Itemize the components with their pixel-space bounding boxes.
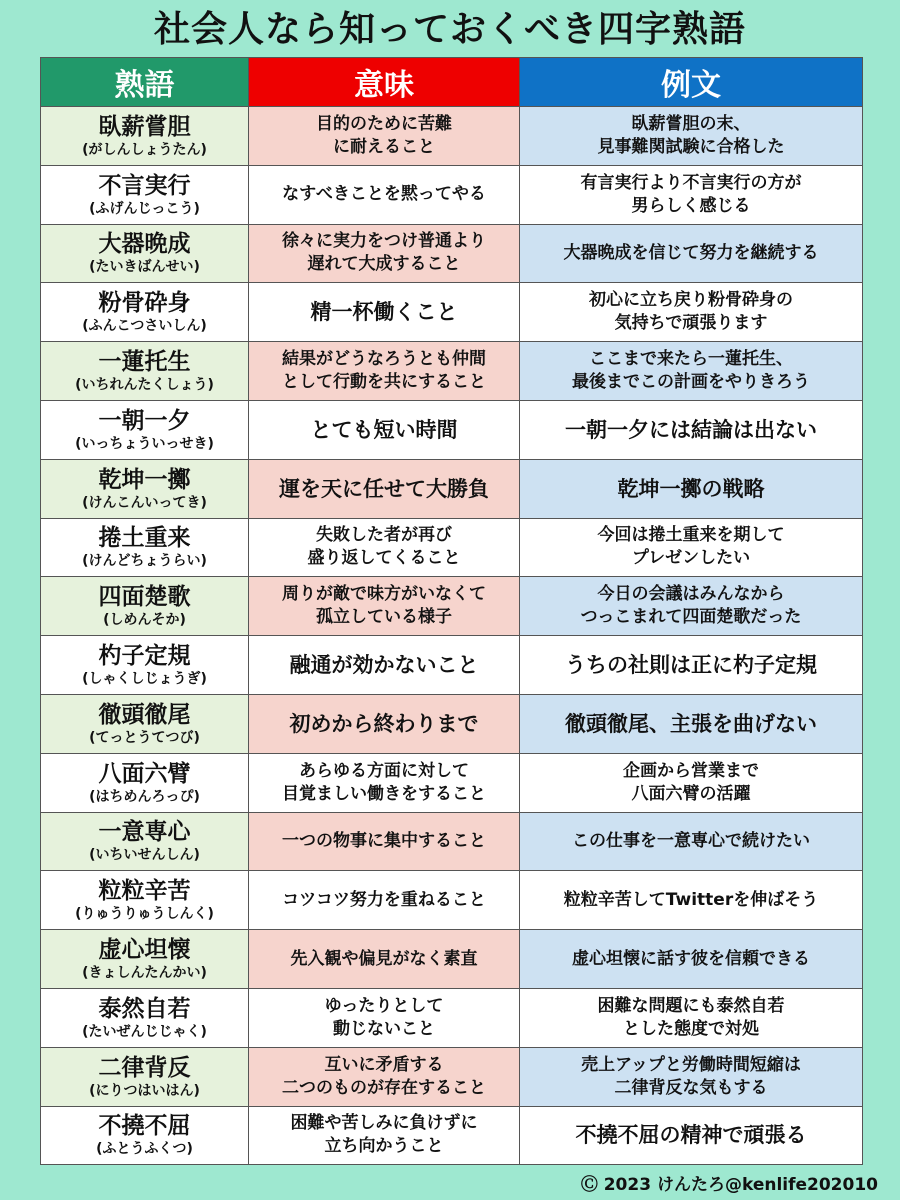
idiom-reading: (しゃくしじょうぎ) xyxy=(82,671,207,688)
meaning-cell xyxy=(249,224,520,283)
meaning-cell xyxy=(249,107,520,166)
example-text: 困難な問題にも泰然自若 とした態度で対処 xyxy=(597,995,785,1039)
meaning-text: 結果がどうなろうとも仲間 として行動を共にすること xyxy=(282,349,486,393)
meaning-cell xyxy=(249,400,520,459)
idiom-reading: (がしんしょうたん) xyxy=(82,141,207,158)
example-text: 臥薪嘗胆の末、 見事難関試験に合格した xyxy=(597,113,785,157)
idiom-reading: (しめんそか) xyxy=(103,612,186,629)
idiom-kanji: 粉骨砕身 xyxy=(98,290,191,317)
meaning-text: なすべきことを黙ってやる xyxy=(282,184,486,205)
example-text: 粒粒辛苦してTwitterを伸ばそう xyxy=(563,889,819,910)
idiom-reading: (はちめんろっぴ) xyxy=(89,788,200,805)
meaning-text: 先入観や偏見がなく素直 xyxy=(290,948,478,969)
meaning-text: 失敗した者が再び 盛り返してくること xyxy=(307,525,461,569)
idiom-cell xyxy=(41,871,249,930)
table-row xyxy=(41,636,863,695)
idiom-kanji: 不撓不屈 xyxy=(98,1113,191,1140)
example-cell xyxy=(520,342,863,401)
copyright-credit: Ⓒ 2023 けんたろ@kenlife202010 xyxy=(580,1175,878,1195)
meaning-cell xyxy=(249,1106,520,1165)
idiom-cell xyxy=(41,812,249,871)
example-cell xyxy=(520,930,863,989)
meaning-cell xyxy=(249,636,520,695)
meaning-cell xyxy=(249,930,520,989)
meaning-text: コツコツ努力を重ねること xyxy=(282,889,486,910)
table-body xyxy=(41,107,863,1165)
idiom-kanji: 八面六臂 xyxy=(98,760,191,787)
meaning-cell xyxy=(249,694,520,753)
idiom-reading: (いちれんたくしょう) xyxy=(75,377,214,394)
example-text: 一朝一夕には結論は出ない xyxy=(565,417,817,442)
table-row xyxy=(41,224,863,283)
meaning-text: 運を天に任せて大勝負 xyxy=(279,476,489,501)
example-text: 虚心坦懐に話す彼を信頼できる xyxy=(572,948,810,969)
example-text: 不撓不屈の精神で頑張る xyxy=(575,1123,807,1148)
idiom-cell xyxy=(41,518,249,577)
idiom-reading: (てっとうてつび) xyxy=(89,729,200,746)
idiom-reading: (りゅうりゅうしんく) xyxy=(75,906,214,923)
meaning-text: 目的のために苦難 に耐えること xyxy=(316,113,452,157)
idiom-kanji: 徹頭徹尾 xyxy=(98,701,191,728)
idiom-reading: (ふとうふくつ) xyxy=(96,1141,193,1158)
meaning-text: 一つの物事に集中すること xyxy=(282,830,486,851)
example-cell xyxy=(520,1047,863,1106)
idiom-kanji: 臥薪嘗胆 xyxy=(98,113,191,140)
example-cell xyxy=(520,812,863,871)
example-text: 今回は捲土重来を期して プレゼンしたい xyxy=(597,525,785,569)
table-row xyxy=(41,1106,863,1165)
idiom-cell xyxy=(41,1047,249,1106)
meaning-text: ゆったりとして 動じないこと xyxy=(324,995,444,1039)
idiom-kanji: 一朝一夕 xyxy=(98,407,191,434)
meaning-cell xyxy=(249,577,520,636)
table-row xyxy=(41,518,863,577)
example-text: ここまで来たら一蓮托生、 最後までこの計画をやりきろう xyxy=(572,349,810,393)
example-cell xyxy=(520,1106,863,1165)
meaning-text: 周りが敵で味方がいなくて 孤立している様子 xyxy=(282,584,486,628)
idiom-cell xyxy=(41,694,249,753)
idiom-reading: (ふげんじっこう) xyxy=(89,200,200,217)
idiom-cell xyxy=(41,930,249,989)
example-text: 徹頭徹尾、主張を曲げない xyxy=(565,711,817,736)
meaning-cell xyxy=(249,283,520,342)
idiom-reading: (にりつはいはん) xyxy=(89,1082,200,1099)
meaning-cell xyxy=(249,812,520,871)
meaning-cell xyxy=(249,165,520,224)
table-row xyxy=(41,283,863,342)
idiom-table xyxy=(40,57,863,1165)
idiom-cell xyxy=(41,107,249,166)
table-row xyxy=(41,342,863,401)
example-cell xyxy=(520,400,863,459)
example-text: 初心に立ち戻り粉骨砕身の 気持ちで頑張ります xyxy=(589,290,793,334)
example-cell xyxy=(520,107,863,166)
table-row xyxy=(41,812,863,871)
idiom-cell xyxy=(41,342,249,401)
idiom-reading: (けんどちょうらい) xyxy=(82,553,207,570)
idiom-cell xyxy=(41,1106,249,1165)
idiom-kanji: 粒粒辛苦 xyxy=(98,878,191,905)
meaning-text: 困難や苦しみに負けずに 立ち向かうこと xyxy=(290,1113,478,1157)
example-cell xyxy=(520,283,863,342)
table-row xyxy=(41,694,863,753)
idiom-cell xyxy=(41,636,249,695)
idiom-reading: (けんこんいってき) xyxy=(82,494,207,511)
example-text: 有言実行より不言実行の方が 男らしく感じる xyxy=(580,172,802,216)
idiom-kanji: 虚心坦懐 xyxy=(98,937,191,964)
example-cell xyxy=(520,577,863,636)
table-row xyxy=(41,165,863,224)
idiom-cell xyxy=(41,753,249,812)
meaning-cell xyxy=(249,459,520,518)
idiom-cell xyxy=(41,224,249,283)
idiom-reading: (たいきばんせい) xyxy=(89,259,200,276)
example-cell xyxy=(520,518,863,577)
idiom-reading: (ふんこつさいしん) xyxy=(82,318,207,335)
idiom-kanji: 泰然自若 xyxy=(98,995,191,1022)
idiom-kanji: 杓子定規 xyxy=(98,643,191,670)
idiom-reading: (たいぜんじじゃく) xyxy=(82,1023,207,1040)
idiom-kanji: 一蓮托生 xyxy=(98,349,191,376)
idiom-kanji: 大器晩成 xyxy=(98,231,191,258)
column-header-term: 熟語 xyxy=(41,58,249,107)
idiom-reading: (いちいせんしん) xyxy=(89,847,200,864)
table-row xyxy=(41,400,863,459)
table-row xyxy=(41,459,863,518)
idiom-cell xyxy=(41,988,249,1047)
idiom-kanji: 捲土重来 xyxy=(98,525,191,552)
column-header-example: 例文 xyxy=(520,58,863,107)
idiom-kanji: 一意専心 xyxy=(98,819,191,846)
table-row xyxy=(41,988,863,1047)
meaning-text: 初めから終わりまで xyxy=(289,711,479,736)
table-row xyxy=(41,1047,863,1106)
table-row xyxy=(41,753,863,812)
example-text: この仕事を一意専心で続けたい xyxy=(572,830,810,851)
idiom-kanji: 四面楚歌 xyxy=(98,584,191,611)
example-cell xyxy=(520,753,863,812)
example-cell xyxy=(520,224,863,283)
example-cell xyxy=(520,636,863,695)
example-text: うちの社則は正に杓子定規 xyxy=(565,653,817,678)
idiom-kanji: 乾坤一擲 xyxy=(98,466,191,493)
example-text: 乾坤一擲の戦略 xyxy=(617,476,765,501)
idiom-kanji: 二律背反 xyxy=(98,1054,191,1081)
idiom-cell xyxy=(41,165,249,224)
table-row xyxy=(41,930,863,989)
example-cell xyxy=(520,871,863,930)
meaning-text: 互いに矛盾する 二つのものが存在すること xyxy=(282,1054,486,1098)
table-header-row xyxy=(41,58,863,107)
example-text: 売上アップと労働時間短縮は 二律背反な気もする xyxy=(581,1054,801,1098)
page-title: 社会人なら知っておくべき四字熟語 xyxy=(153,9,746,50)
meaning-cell xyxy=(249,753,520,812)
example-cell xyxy=(520,459,863,518)
idiom-cell xyxy=(41,283,249,342)
meaning-text: あらゆる方面に対して 目覚ましい働きをすること xyxy=(282,760,486,804)
meaning-cell xyxy=(249,518,520,577)
meaning-cell xyxy=(249,988,520,1047)
example-cell xyxy=(520,988,863,1047)
idiom-kanji: 不言実行 xyxy=(98,172,191,199)
meaning-text: 融通が効かないこと xyxy=(289,653,479,678)
table-row xyxy=(41,107,863,166)
meaning-cell xyxy=(249,1047,520,1106)
idiom-cell xyxy=(41,577,249,636)
example-cell xyxy=(520,694,863,753)
meaning-text: 徐々に実力をつけ普通より 遅れて大成すること xyxy=(282,231,486,275)
idiom-reading: (いっちょういっせき) xyxy=(75,435,214,452)
example-text: 企画から営業まで 八面六臂の活躍 xyxy=(623,760,759,804)
example-cell xyxy=(520,165,863,224)
meaning-text: 精一杯働くこと xyxy=(310,300,458,325)
idiom-cell xyxy=(41,459,249,518)
idiom-reading: (きょしんたんかい) xyxy=(82,965,207,982)
table-row xyxy=(41,577,863,636)
example-text: 大器晩成を信じて努力を継続する xyxy=(563,242,819,263)
meaning-cell xyxy=(249,342,520,401)
meaning-text: とても短い時間 xyxy=(310,417,458,442)
idiom-cell xyxy=(41,400,249,459)
example-text: 今日の会議はみんなから つっこまれて四面楚歌だった xyxy=(580,584,802,628)
column-header-meaning: 意味 xyxy=(249,58,520,107)
meaning-cell xyxy=(249,871,520,930)
table-row xyxy=(41,871,863,930)
